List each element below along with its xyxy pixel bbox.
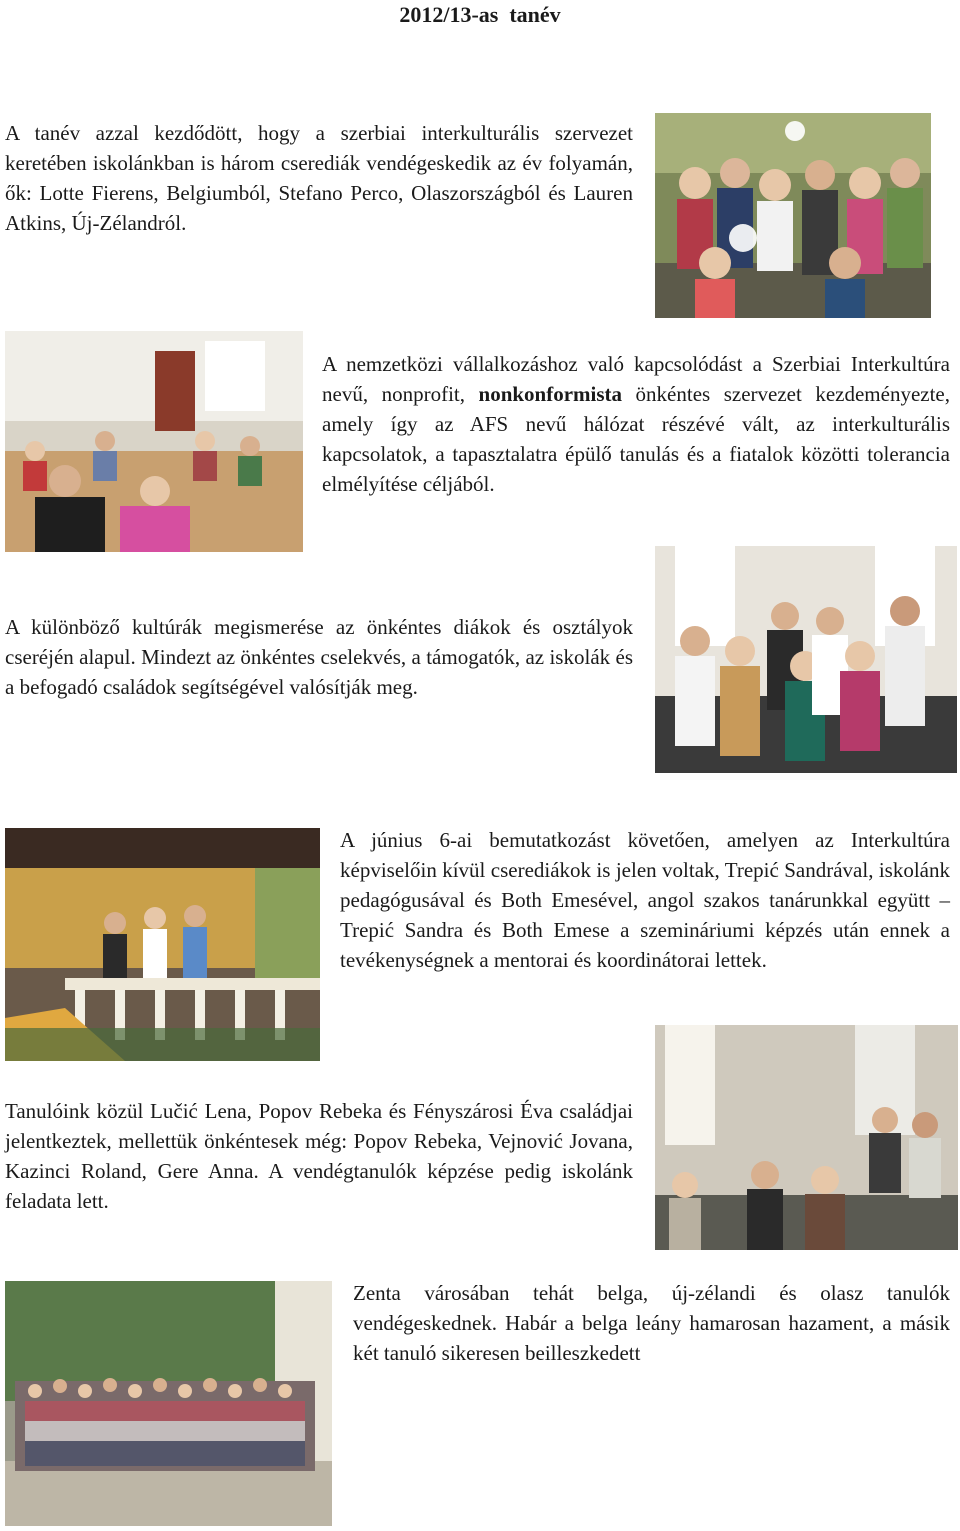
- photo-students-hall: [655, 546, 957, 773]
- paragraph-cultures: A különböző kultúrák megismerése az önkéntes diákok és osztályok cseréjén alapul. Mindezt az önkéntes cselekvés, a támogatók, az iskolák és a befogadó családok segítségével valósítják meg.: [5, 615, 633, 699]
- paragraph-interkultura-part2: önkéntes szervezet kezdeményezte, amely így az AFS nevű hálózat részévé vált, az interkulturális kapcsolatok, a tapasztalatra épülő tanulás és a fiatalok közötti tolerancia elmélyítése céljából.: [322, 382, 951, 496]
- paragraph-interkultura-bold: nonkonformista: [478, 382, 623, 406]
- paragraph-interkultura: [322, 349, 950, 499]
- paragraph-intro: A tanév azzal kezdődött, hogy a szerbiai interkulturális szervezet keretében iskolánkban is három cserediák vendégeskedik az év folyamán, ők: Lotte Fierens, Belgiumból, Stefano Perco, Olaszországból és Lauren Atkins, Új-Zélandról.: [5, 121, 633, 235]
- paragraph-zenta: Zenta városában tehát belga, új-zélandi és olasz tanulók vendégeskednek. Habár a belga leány hamarosan hazament, a másik két tanuló sikeresen beilleszkedett: [353, 1281, 950, 1365]
- photo-porch: [5, 828, 320, 1061]
- page-title: 2012/13-as tanév: [399, 2, 561, 27]
- paragraph-host-families: Tanulóink közül Lučić Lena, Popov Rebeka és Fényszárosi Éva családjai jelentkeztek, mellettük önkéntesek még: Popov Rebeka, Vejnović Jovana, Kazinci Roland, Gere Anna. A vendégtanulók képzése pedig iskolánk feladata lett.: [5, 1099, 633, 1213]
- photo-group-balloons: [655, 113, 931, 318]
- paragraph-interkultura-part1: A nemzetközi vállalkozáshoz való kapcsolódást a Szerbiai Interkultúra nevű, nonprofit,: [322, 352, 950, 406]
- photo-large-group: [5, 1281, 332, 1526]
- photo-classroom: [5, 331, 303, 552]
- photo-ceremony: [655, 1025, 958, 1250]
- paragraph-june-presentation: A június 6-ai bemutatkozást követően, amelyen az Interkultúra képviselőin kívül cserediákok is jelen voltak, Trepić Sandrával, iskolánk pedagógusával és Both Emesével, angol szakos tanárunkkal együtt – Trepić Sandra és Both Emese a szemináriumi képzés után ennek a tevékenységnek a mentorai és koordinátorai lettek.: [340, 828, 950, 972]
